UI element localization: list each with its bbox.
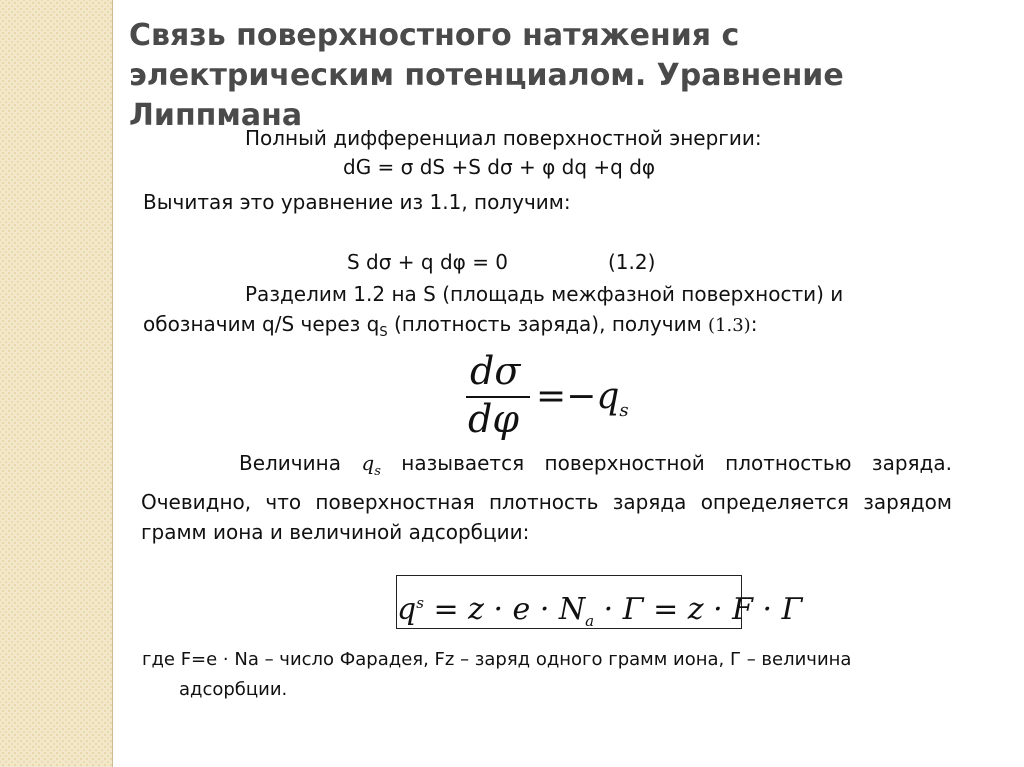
boxed-sub-a: a bbox=[585, 612, 595, 630]
paragraph-qs-letter: q bbox=[361, 451, 375, 475]
equation-dg: dG = σ dS +S dσ + φ dq +q dφ bbox=[343, 155, 656, 179]
boxed-q-sup: s bbox=[416, 594, 424, 612]
fraction-rhs bbox=[536, 376, 629, 432]
fraction-rhs-text: =−q bbox=[536, 376, 620, 417]
boxed-middle: = z · e · N bbox=[423, 592, 586, 627]
fraction-numerator: dσ bbox=[470, 349, 521, 393]
text-denote-qs bbox=[143, 311, 757, 346]
equation-1-2: S dσ + q dφ = 0 bbox=[347, 250, 509, 274]
slide-title: Связь поверхностного натяжения с электрическим потенциалом. Уравнение Липпмана bbox=[129, 18, 844, 133]
boxed-formula bbox=[396, 575, 803, 630]
text-divide-by-s: Разделим 1.2 на S (площадь межфазной поверхности) и bbox=[245, 282, 844, 306]
paragraph-qs-sub: s bbox=[374, 464, 381, 479]
footer-definitions bbox=[142, 645, 1002, 705]
paragraph-word-1: Величина bbox=[239, 451, 341, 475]
text-denote-part-b: (плотность заряда), получим bbox=[387, 312, 709, 336]
fraction-rhs-sub: s bbox=[619, 400, 629, 422]
text-denote-part-a: обозначим q/S через q bbox=[143, 312, 380, 336]
text-denote-sub: S bbox=[379, 325, 388, 340]
text-full-differential: Полный дифференциал поверхностной энергии: bbox=[245, 126, 762, 150]
fraction-denominator: dφ bbox=[468, 397, 519, 441]
formula-fraction bbox=[462, 350, 632, 442]
text-denote-colon: : bbox=[750, 312, 758, 336]
footer-line-2: адсорбции. bbox=[179, 679, 288, 700]
text-subtracting: Вычитая это уравнение из 1.1, получим: bbox=[143, 190, 571, 214]
decorative-sidebar-strip bbox=[0, 0, 112, 767]
paragraph-rest: называется поверхностной плотностью заряда. Очевидно, что поверхностная плотность заряда определяется зарядом грамм иона и величиной адсорбции: bbox=[141, 451, 952, 544]
boxed-q: q bbox=[397, 592, 417, 627]
paragraph-surface-charge bbox=[141, 448, 952, 547]
text-denote-ref: (1.3) bbox=[708, 315, 751, 336]
footer-line-1: где F=e · Na – число Фарадея, Fz – заряд одного грамм иона, Г – величина bbox=[142, 649, 852, 670]
equation-1-2-label: (1.2) bbox=[608, 250, 656, 274]
sidebar-divider bbox=[112, 0, 113, 767]
paragraph-qs bbox=[361, 451, 381, 479]
boxed-end: · Γ = z · F · Γ bbox=[594, 592, 803, 627]
